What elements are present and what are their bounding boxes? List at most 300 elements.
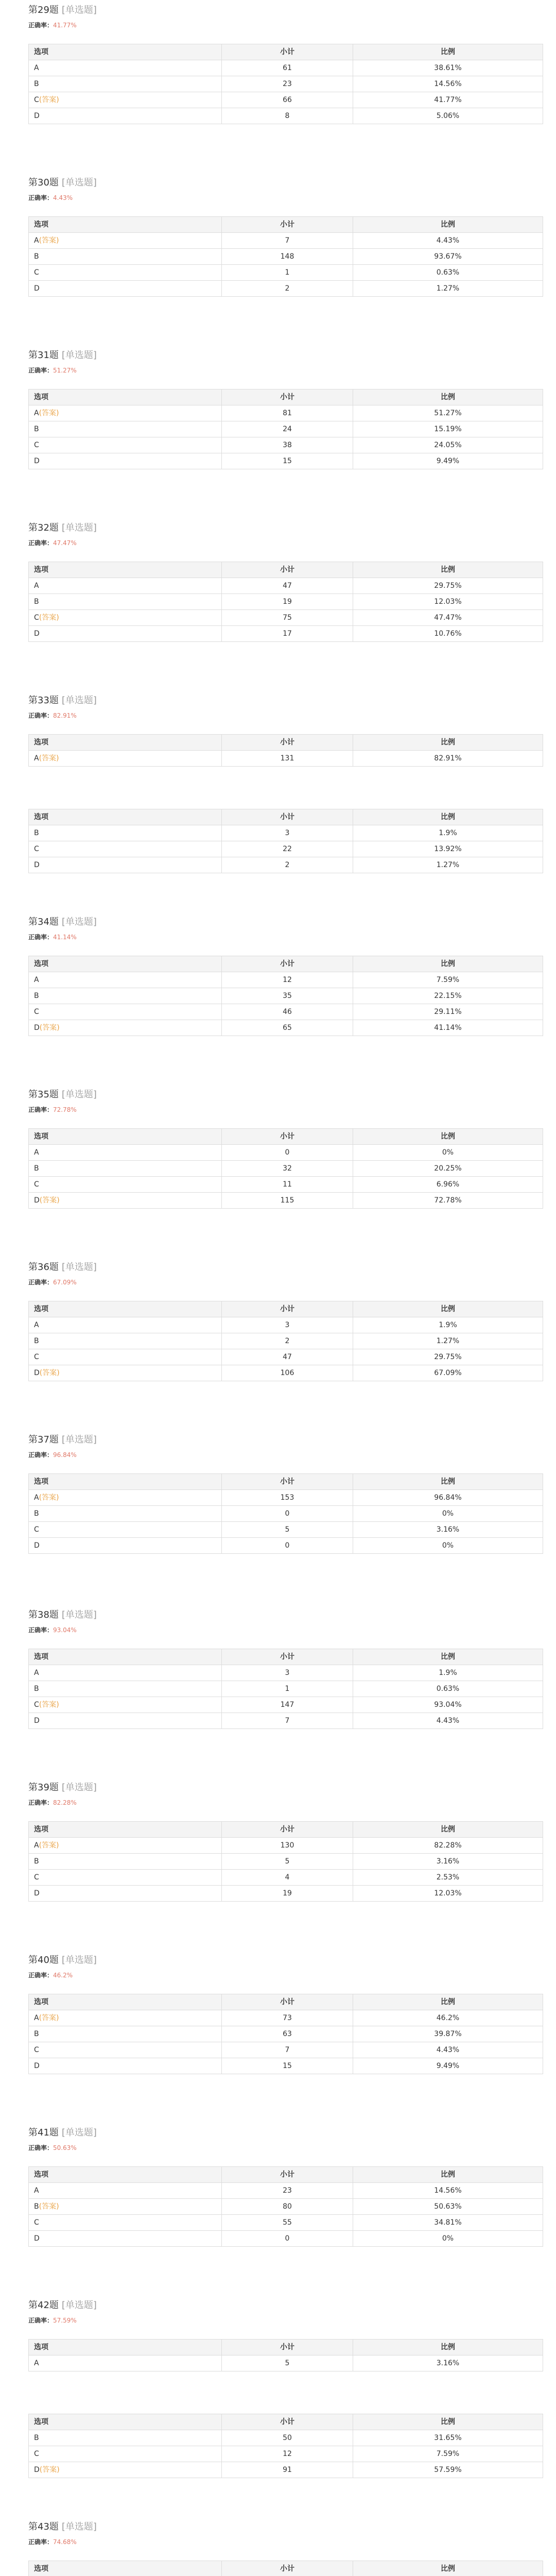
table-row <box>28 1838 543 1854</box>
table-row <box>28 249 543 265</box>
header-ratio: 比例 <box>353 44 543 60</box>
count-cell: 46 <box>221 1004 353 1020</box>
header-option: 选项 <box>28 809 221 825</box>
option-cell <box>28 2231 221 2246</box>
question-title <box>28 348 97 361</box>
option-cell <box>28 2042 221 2058</box>
option-label: C <box>34 96 39 104</box>
count-cell: 47 <box>221 1349 353 1365</box>
count-cell: 5 <box>221 1522 353 1537</box>
option-label: D <box>34 861 40 869</box>
table-row <box>28 1161 543 1177</box>
result-table <box>28 1821 543 1902</box>
accuracy-label: 正确率： <box>28 194 54 201</box>
ratio-cell: 9.49% <box>353 2058 543 2074</box>
result-table <box>28 956 543 1036</box>
option-cell <box>28 825 221 841</box>
accuracy-line <box>28 1971 73 1979</box>
question-type: [单选题] <box>61 350 97 361</box>
header-ratio: 比例 <box>353 809 543 825</box>
option-cell <box>28 972 221 988</box>
option-cell <box>28 626 221 641</box>
count-cell: 5 <box>221 2355 353 2371</box>
ratio-cell: 1.27% <box>353 857 543 873</box>
question-title <box>28 2125 97 2139</box>
option-cell <box>28 2446 221 2462</box>
ratio-cell: 46.2% <box>353 2010 543 2026</box>
header-count: 小计 <box>221 809 353 825</box>
ratio-cell: 0% <box>353 2231 543 2246</box>
table-row <box>28 437 543 453</box>
count-cell: 63 <box>221 2026 353 2042</box>
count-cell: 23 <box>221 76 353 92</box>
question-number: 第32题 <box>28 522 59 533</box>
ratio-cell: 38.61% <box>353 60 543 76</box>
option-label: D <box>34 2466 40 2474</box>
result-table <box>28 2339 543 2371</box>
question-title <box>28 1607 97 1621</box>
ratio-cell: 0.63% <box>353 265 543 280</box>
accuracy-label: 正确率： <box>28 367 54 374</box>
result-table <box>28 1473 543 1554</box>
option-cell <box>28 2355 221 2371</box>
table-row <box>28 1854 543 1870</box>
option-cell <box>28 76 221 92</box>
count-cell: 81 <box>221 405 353 421</box>
header-ratio: 比例 <box>353 562 543 578</box>
accuracy-label: 正确率： <box>28 22 54 29</box>
option-label: C <box>34 1701 39 1709</box>
option-cell <box>28 108 221 124</box>
accuracy-value: 41.14% <box>53 934 77 941</box>
table-row <box>28 610 543 626</box>
option-label: B <box>34 80 39 88</box>
option-cell <box>28 857 221 873</box>
option-label: A <box>34 1841 39 1850</box>
question-title <box>28 693 97 706</box>
ratio-cell: 41.77% <box>353 92 543 108</box>
question-type: [单选题] <box>61 2521 97 2532</box>
accuracy-label: 正确率： <box>28 1106 54 1113</box>
table-row <box>28 2199 543 2215</box>
ratio-cell: 7.59% <box>353 2446 543 2462</box>
option-cell <box>28 1365 221 1381</box>
result-table <box>28 1649 543 1729</box>
table-row <box>28 1349 543 1365</box>
answer-tag: (答案) <box>39 1196 60 1205</box>
count-cell: 7 <box>221 233 353 248</box>
ratio-cell: 10.76% <box>353 626 543 641</box>
count-cell: 32 <box>221 1161 353 1176</box>
option-cell <box>28 841 221 857</box>
option-cell <box>28 2026 221 2042</box>
ratio-cell: 82.28% <box>353 1838 543 1853</box>
option-label: B <box>34 1164 39 1173</box>
ratio-cell: 51.27% <box>353 405 543 421</box>
option-label: C <box>34 441 39 449</box>
question-title <box>28 914 97 928</box>
header-ratio: 比例 <box>353 1474 543 1489</box>
option-cell <box>28 1145 221 1160</box>
option-label: A <box>34 1148 39 1157</box>
header-option: 选项 <box>28 44 221 60</box>
header-count: 小计 <box>221 1129 353 1144</box>
table-row <box>28 1538 543 1554</box>
option-cell <box>28 60 221 76</box>
header-option: 选项 <box>28 2167 221 2182</box>
option-cell <box>28 2430 221 2446</box>
answer-tag: (答案) <box>39 236 59 245</box>
table-row <box>28 2010 543 2026</box>
table-row <box>28 2430 543 2446</box>
option-label: B <box>34 992 39 1000</box>
accuracy-line <box>28 538 77 547</box>
ratio-cell: 82.91% <box>353 751 543 766</box>
count-cell: 35 <box>221 988 353 1004</box>
option-cell <box>28 437 221 453</box>
option-cell <box>28 1490 221 1505</box>
table-row <box>28 2026 543 2042</box>
result-table <box>28 389 543 469</box>
question-title <box>28 520 97 534</box>
result-table <box>28 1128 543 1209</box>
option-cell <box>28 2183 221 2198</box>
table-header <box>28 562 543 578</box>
option-cell <box>28 1161 221 1176</box>
count-cell: 12 <box>221 972 353 988</box>
count-cell: 75 <box>221 610 353 625</box>
table-row <box>28 2231 543 2247</box>
question-number: 第37题 <box>28 1434 59 1445</box>
table-row <box>28 1713 543 1729</box>
answer-tag: (答案) <box>39 1701 59 1709</box>
accuracy-label: 正确率： <box>28 2317 54 2324</box>
ratio-cell: 6.96% <box>353 1177 543 1192</box>
option-cell <box>28 1349 221 1365</box>
option-label: B <box>34 1337 39 1345</box>
question-number: 第30题 <box>28 177 59 188</box>
option-cell <box>28 1681 221 1697</box>
question-title <box>28 3 97 16</box>
ratio-cell: 13.92% <box>353 841 543 857</box>
option-cell <box>28 421 221 437</box>
option-label: D <box>34 1889 40 1897</box>
table-row <box>28 1145 543 1161</box>
ratio-cell: 0.63% <box>353 1681 543 1697</box>
option-label: D <box>34 2062 40 2070</box>
question-type: [单选题] <box>61 2300 97 2311</box>
header-ratio: 比例 <box>353 2561 543 2576</box>
count-cell: 0 <box>221 1506 353 1521</box>
count-cell: 91 <box>221 2462 353 2478</box>
ratio-cell: 29.75% <box>353 578 543 594</box>
table-header <box>28 1821 543 1838</box>
accuracy-value: 67.09% <box>53 1279 77 1286</box>
option-label: B <box>34 1857 39 1866</box>
accuracy-line <box>28 711 77 720</box>
option-cell <box>28 610 221 625</box>
table-row <box>28 1665 543 1681</box>
option-label: C <box>34 1353 39 1361</box>
question-number: 第34题 <box>28 917 59 927</box>
ratio-cell: 1.9% <box>353 1317 543 1333</box>
table-header <box>28 2166 543 2183</box>
header-ratio: 比例 <box>353 389 543 405</box>
question-type: [单选题] <box>61 522 97 533</box>
accuracy-line <box>28 2143 77 2152</box>
ratio-cell: 12.03% <box>353 594 543 609</box>
table-header <box>28 1649 543 1665</box>
count-cell: 147 <box>221 1697 353 1713</box>
header-option: 选项 <box>28 389 221 405</box>
header-option: 选项 <box>28 1822 221 1837</box>
count-cell: 1 <box>221 1681 353 1697</box>
ratio-cell: 57.59% <box>353 2462 543 2478</box>
ratio-cell: 1.9% <box>353 825 543 841</box>
ratio-cell: 9.49% <box>353 453 543 469</box>
count-cell: 4 <box>221 1870 353 1885</box>
question-type: [单选题] <box>61 1262 97 1273</box>
answer-tag: (答案) <box>39 2466 60 2474</box>
table-row <box>28 60 543 76</box>
header-option: 选项 <box>28 1474 221 1489</box>
accuracy-value: 41.77% <box>53 22 77 29</box>
table-header <box>28 2339 543 2355</box>
accuracy-label: 正确率： <box>28 1626 54 1634</box>
table-row <box>28 265 543 281</box>
option-label: D <box>34 1369 40 1377</box>
table-row <box>28 2355 543 2371</box>
ratio-cell: 14.56% <box>353 2183 543 2198</box>
count-cell: 130 <box>221 1838 353 1853</box>
accuracy-label: 正确率： <box>28 1451 54 1459</box>
header-ratio: 比例 <box>353 956 543 972</box>
option-label: A <box>34 582 39 590</box>
ratio-cell: 0% <box>353 1538 543 1553</box>
option-cell <box>28 1538 221 1553</box>
count-cell: 17 <box>221 626 353 641</box>
result-table <box>28 809 543 873</box>
option-label: A <box>34 1669 39 1677</box>
count-cell: 47 <box>221 578 353 594</box>
option-cell <box>28 453 221 469</box>
accuracy-value: 4.43% <box>53 194 73 201</box>
question-type: [单选题] <box>61 5 97 15</box>
question-type: [单选题] <box>61 1955 97 1965</box>
header-count: 小计 <box>221 2340 353 2355</box>
table-row <box>28 2215 543 2231</box>
option-label: D <box>34 630 40 638</box>
table-row <box>28 2183 543 2199</box>
table-row <box>28 405 543 421</box>
table-row <box>28 2446 543 2462</box>
table-row <box>28 972 543 988</box>
accuracy-value: 96.84% <box>53 1451 77 1459</box>
accuracy-line <box>28 2537 77 2546</box>
option-label: A <box>34 409 39 417</box>
option-cell <box>28 1870 221 1885</box>
accuracy-value: 82.28% <box>53 1799 77 1806</box>
header-option: 选项 <box>28 562 221 578</box>
header-ratio: 比例 <box>353 1822 543 1837</box>
accuracy-line <box>28 1798 77 1807</box>
option-cell <box>28 1333 221 1349</box>
ratio-cell: 7.59% <box>353 972 543 988</box>
header-option: 选项 <box>28 735 221 750</box>
question-type: [单选题] <box>61 917 97 927</box>
count-cell: 22 <box>221 841 353 857</box>
table-row <box>28 841 543 857</box>
question-number: 第39题 <box>28 1782 59 1793</box>
table-row <box>28 1020 543 1036</box>
option-label: C <box>34 2450 39 2458</box>
question-type: [单选题] <box>61 1609 97 1620</box>
table-header <box>28 1301 543 1317</box>
header-count: 小计 <box>221 1649 353 1665</box>
option-cell <box>28 751 221 766</box>
question-number: 第38题 <box>28 1609 59 1620</box>
ratio-cell: 5.06% <box>353 108 543 124</box>
option-label: B <box>34 1510 39 1518</box>
answer-tag: (答案) <box>39 1494 59 1502</box>
count-cell: 61 <box>221 60 353 76</box>
question-title <box>28 1260 97 1273</box>
header-count: 小计 <box>221 1994 353 2010</box>
count-cell: 23 <box>221 2183 353 2198</box>
header-count: 小计 <box>221 44 353 60</box>
accuracy-label: 正确率： <box>28 2538 54 2546</box>
option-cell <box>28 1665 221 1681</box>
table-header <box>28 1994 543 2010</box>
table-header <box>28 389 543 405</box>
result-table <box>28 2414 543 2478</box>
table-header <box>28 2414 543 2430</box>
question-type: [单选题] <box>61 1782 97 1793</box>
option-label: B <box>34 2434 39 2442</box>
accuracy-value: 57.59% <box>53 2317 77 2324</box>
option-cell <box>28 1697 221 1713</box>
option-label: D <box>34 457 40 465</box>
count-cell: 2 <box>221 281 353 296</box>
option-label: C <box>34 1873 39 1882</box>
ratio-cell: 24.05% <box>353 437 543 453</box>
accuracy-line <box>28 193 73 202</box>
ratio-cell: 41.14% <box>353 1020 543 1036</box>
count-cell: 5 <box>221 1854 353 1869</box>
table-row <box>28 1490 543 1506</box>
answer-tag: (答案) <box>39 2014 59 2022</box>
ratio-cell: 20.25% <box>353 1161 543 1176</box>
ratio-cell: 67.09% <box>353 1365 543 1381</box>
ratio-cell: 50.63% <box>353 2199 543 2214</box>
question-number: 第36题 <box>28 1262 59 1273</box>
ratio-cell: 93.67% <box>353 249 543 264</box>
question-title <box>28 2519 97 2533</box>
table-header <box>28 44 543 60</box>
ratio-cell: 14.56% <box>353 76 543 92</box>
count-cell: 7 <box>221 1713 353 1728</box>
result-table <box>28 734 543 767</box>
option-cell <box>28 249 221 264</box>
accuracy-value: 93.04% <box>53 1626 77 1634</box>
option-label: A <box>34 2014 39 2022</box>
question-type: [单选题] <box>61 695 97 706</box>
ratio-cell: 72.78% <box>353 1193 543 1208</box>
count-cell: 24 <box>221 421 353 437</box>
option-cell <box>28 1317 221 1333</box>
count-cell: 66 <box>221 92 353 108</box>
accuracy-line <box>28 1450 77 1459</box>
table-row <box>28 2042 543 2058</box>
answer-tag: (答案) <box>39 1369 60 1377</box>
option-label: C <box>34 1008 39 1016</box>
accuracy-label: 正确率： <box>28 1799 54 1806</box>
option-label: A <box>34 2187 39 2195</box>
question-type: [单选题] <box>61 1434 97 1445</box>
option-cell <box>28 1020 221 1036</box>
count-cell: 15 <box>221 453 353 469</box>
question-number: 第42题 <box>28 2300 59 2311</box>
option-label: B <box>34 252 39 261</box>
accuracy-line <box>28 1278 77 1286</box>
result-table <box>28 2166 543 2247</box>
header-option: 选项 <box>28 1994 221 2010</box>
header-count: 小计 <box>221 2414 353 2430</box>
option-label: D <box>34 1024 40 1032</box>
count-cell: 106 <box>221 1365 353 1381</box>
table-row <box>28 1004 543 1020</box>
option-cell <box>28 1713 221 1728</box>
table-row <box>28 1333 543 1349</box>
header-count: 小计 <box>221 1822 353 1837</box>
accuracy-line <box>28 21 77 29</box>
header-option: 选项 <box>28 217 221 232</box>
ratio-cell: 29.75% <box>353 1349 543 1365</box>
accuracy-label: 正确率： <box>28 539 54 547</box>
count-cell: 2 <box>221 1333 353 1349</box>
accuracy-value: 51.27% <box>53 367 77 374</box>
header-option: 选项 <box>28 1129 221 1144</box>
option-label: C <box>34 1180 39 1189</box>
ratio-cell: 4.43% <box>353 233 543 248</box>
count-cell: 0 <box>221 1538 353 1553</box>
option-cell <box>28 92 221 108</box>
option-cell <box>28 594 221 609</box>
header-count: 小计 <box>221 1301 353 1317</box>
header-count: 小计 <box>221 562 353 578</box>
question-title <box>28 1087 97 1100</box>
table-row <box>28 594 543 610</box>
option-cell <box>28 1177 221 1192</box>
ratio-cell: 4.43% <box>353 2042 543 2058</box>
ratio-cell: 34.81% <box>353 2215 543 2230</box>
header-count: 小计 <box>221 389 353 405</box>
option-cell <box>28 265 221 280</box>
count-cell: 1 <box>221 265 353 280</box>
table-header <box>28 734 543 751</box>
question-type: [单选题] <box>61 177 97 188</box>
question-title <box>28 2298 97 2311</box>
result-table <box>28 2561 543 2576</box>
header-option: 选项 <box>28 2561 221 2576</box>
table-row <box>28 281 543 297</box>
option-cell <box>28 2010 221 2026</box>
header-count: 小计 <box>221 2561 353 2576</box>
option-cell <box>28 1854 221 1869</box>
table-row <box>28 92 543 108</box>
count-cell: 3 <box>221 825 353 841</box>
table-row <box>28 2058 543 2074</box>
